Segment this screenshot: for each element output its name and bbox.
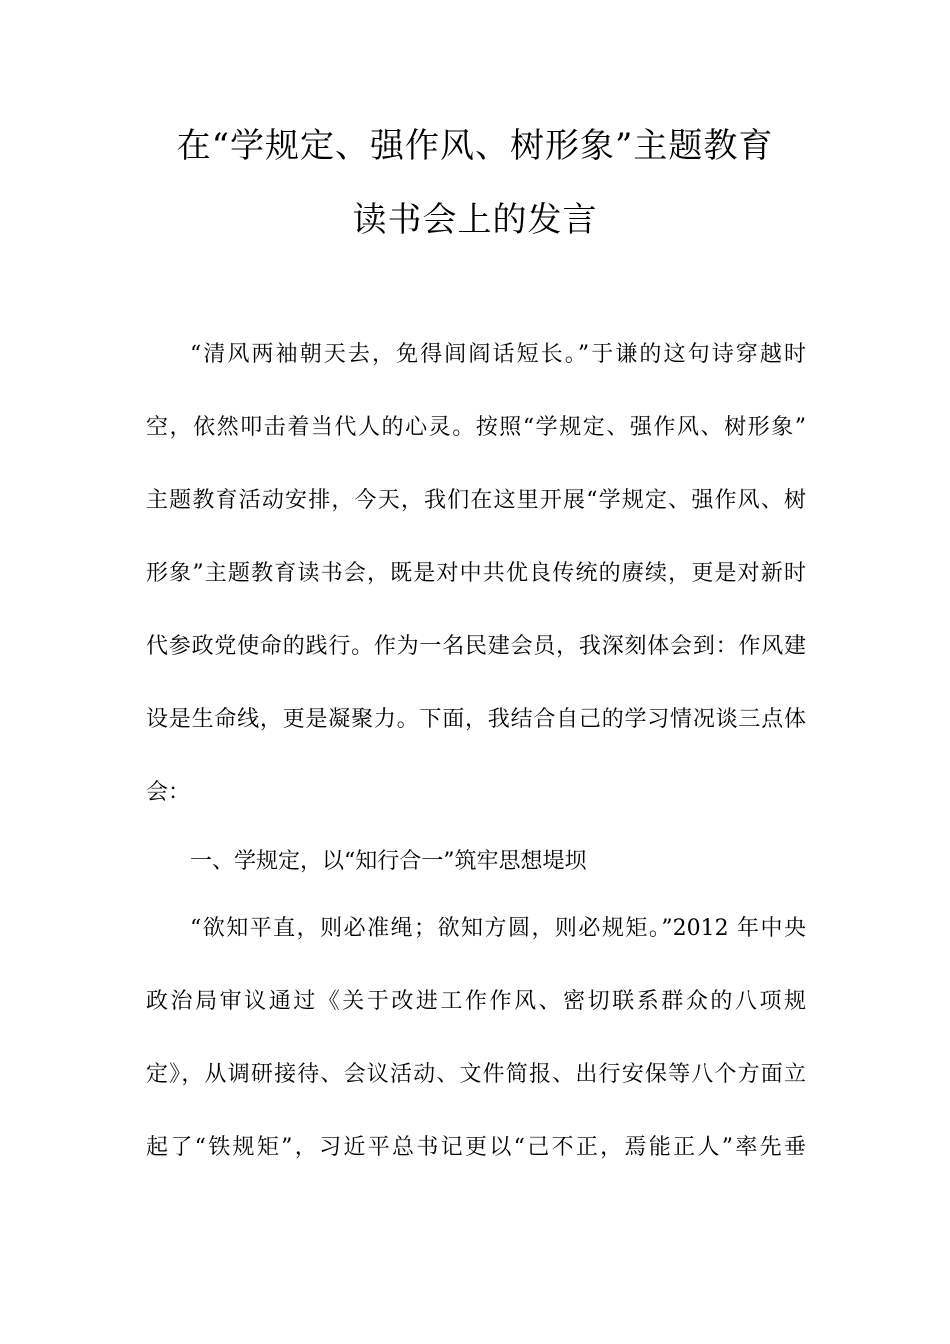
paragraph-1-line-1: “清风两袖朝天去，免得闾阎话短长。”于谦的这句诗穿越时 [190,342,806,367]
section-heading: 一、学规定，以“知行合一”筑牢思想堤坝 [190,849,587,874]
paragraph-2-line-2: 政治局审议通过《关于改进工作作风、密切联系群众的八项规 [146,989,806,1014]
paragraph-2-line-4: 起了“铁规矩”，习近平总书记更以“己不正，焉能正人”率先垂 [146,1135,806,1160]
paragraph-2-line-3: 定》，从调研接待、会议活动、文件简报、出行安保等八个方面立 [146,1062,806,1087]
paragraph-1-line-7: 会： [146,780,191,805]
paragraph-1-line-3: 主题教育活动安排，今天，我们在这里开展“学规定、强作风、树 [146,488,806,513]
title-line-2: 读书会上的发言 [352,200,598,240]
paragraph-1-line-5: 代参政党使命的践行。作为一名民建会员，我深刻体会到：作风建 [146,634,806,659]
paragraph-1-line-4: 形象”主题教育读书会，既是对中共优良传统的赓续，更是对新时 [146,561,806,586]
title-line-1: 在“学规定、强作风、树形象”主题教育 [176,126,774,166]
paragraph-2-line-1: “欲知平直，则必准绳；欲知方圆，则必规矩。”2012 年中央 [190,916,806,941]
paragraph-1-line-2: 空，依然叩击着当代人的心灵。按照“学规定、强作风、树形象” [146,415,806,440]
paragraph-1-line-6: 设是生命线，更是凝聚力。下面，我结合自己的学习情况谈三点体 [146,707,806,732]
